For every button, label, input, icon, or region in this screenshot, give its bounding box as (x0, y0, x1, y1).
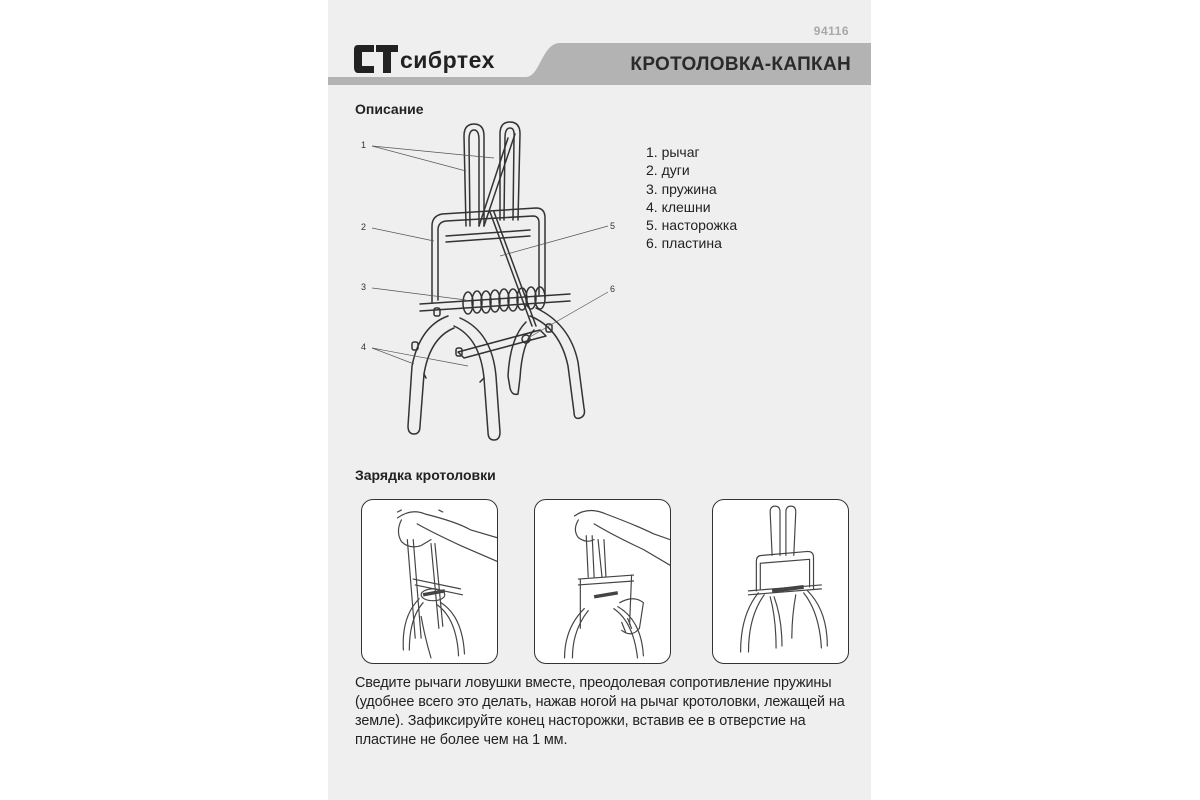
jaws (408, 308, 585, 440)
part-item-trigger: 5. насторожка (646, 217, 738, 234)
part-item-spring: 3. пружина (646, 180, 717, 197)
hand-set-trigger-illustration (535, 500, 670, 663)
charging-heading: Зарядка кротоловки (355, 467, 496, 483)
step-1-illustration (361, 499, 498, 664)
callout-3: 3 (361, 282, 367, 292)
product-title: КРОТОЛОВКА-КАПКАН (630, 54, 851, 75)
trap-diagram (350, 116, 630, 446)
step-2-illustration (534, 499, 671, 664)
callout-4: 4 (361, 342, 367, 352)
step-3-illustration (712, 499, 849, 664)
callout-2: 2 (361, 222, 367, 232)
armed-trap-illustration (713, 500, 848, 663)
part-item-jaws: 4. клешни (646, 198, 711, 215)
part-item-plate: 6. пластина (646, 235, 722, 252)
parts-list (646, 143, 737, 253)
article-number: 94116 (813, 24, 849, 38)
description-heading: Описание (355, 101, 424, 117)
brand-mark-icon (354, 45, 398, 73)
part-item-lever: 1. рычаг (646, 144, 700, 160)
callout-1: 1 (361, 140, 367, 150)
charging-instructions: Сведите рычаги ловушки вместе, преодолевая сопротивление пружины (удобнее всего это делать, нажав ногой на рычаг кротоловки, лежащей на земле). Зафиксируйте конец насторожки, вставив ее в отверстие на пластине не более чем на 1 мм. (355, 675, 845, 748)
brand-name: сибртех (400, 47, 495, 73)
callout-6: 6 (610, 284, 616, 294)
part-item-arcs: 2. дуги (646, 162, 690, 179)
callout-5: 5 (610, 221, 616, 231)
hand-squeeze-illustration (362, 500, 497, 663)
plate (458, 330, 546, 358)
instruction-page (328, 0, 871, 800)
spring (420, 287, 570, 314)
